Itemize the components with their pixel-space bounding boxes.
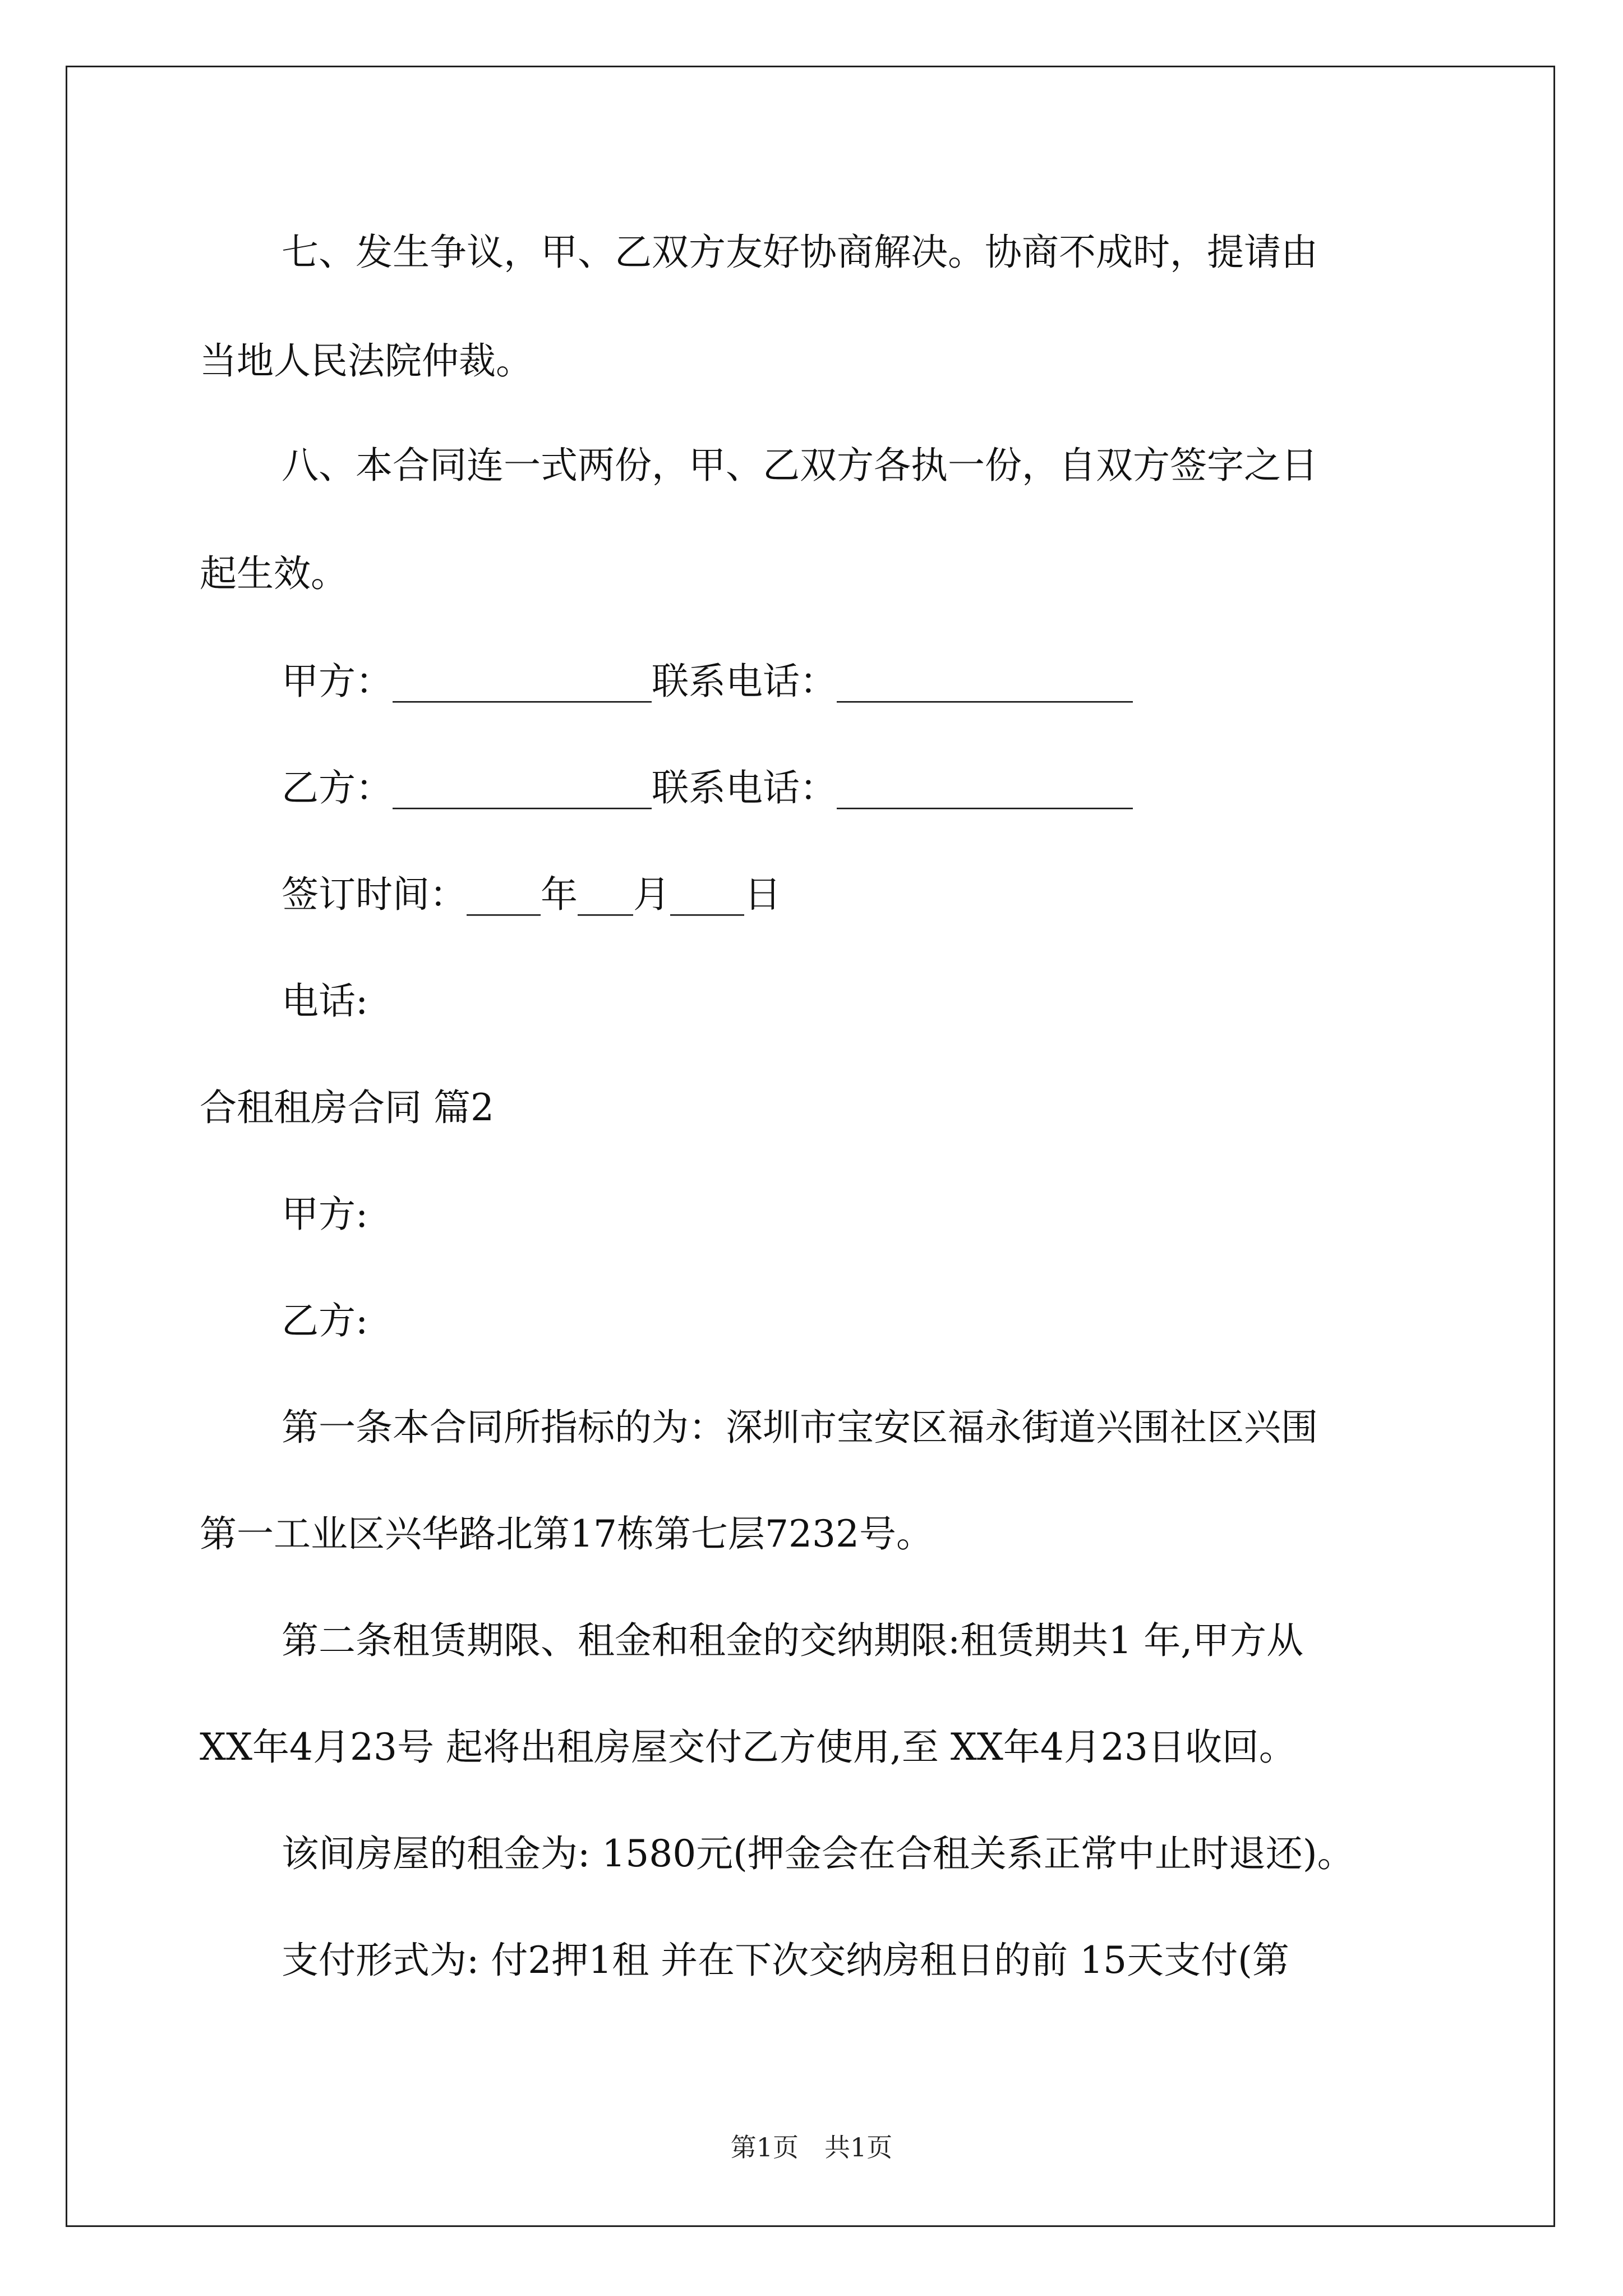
party-a-signature-line: 甲方：______________联系电话：________________ (282, 660, 1133, 703)
page-number-footer: 第1页 共1页 (730, 2132, 893, 2162)
party-b-signature-line: 乙方：______________联系电话：________________ (282, 766, 1133, 809)
party-a-line: 甲方: (282, 1193, 368, 1236)
payment-method-line: 支付形式为: 付2押1租 并在下次交纳房租日的前 15天支付(第 (282, 1939, 1289, 1982)
article-2-line-2: XX年4月23号 起将出租房屋交付乙方使用,至 XX年4月23日收回。 (200, 1726, 1296, 1769)
signing-date-line: 签订时间：____年___月____日 (282, 873, 781, 916)
rent-amount-line: 该间房屋的租金为: 1580元(押金会在合租关系正常中止时退还)。 (282, 1832, 1354, 1875)
clause-7-line-1: 七、发生争议，甲、乙双方友好协商解决。协商不成时，提请由 (282, 231, 1318, 274)
clause-8-line-1: 八、本合同连一式两份，甲、乙双方各执一份，自双方签字之日 (282, 444, 1318, 487)
section-heading: 合租租房合同 篇2 (200, 1086, 494, 1129)
party-b-line: 乙方: (282, 1299, 368, 1342)
article-2-line-1: 第二条租赁期限、租金和租金的交纳期限:租赁期共1 年,甲方从 (282, 1619, 1304, 1662)
article-1-line-1: 第一条本合同所指标的为：深圳市宝安区福永街道兴围社区兴围 (282, 1406, 1318, 1449)
phone-line: 电话: (282, 979, 368, 1023)
page-border (66, 66, 1555, 2227)
clause-8-line-2: 起生效。 (200, 552, 348, 595)
clause-7-line-2: 当地人民法院仲裁。 (200, 339, 533, 383)
article-1-line-2: 第一工业区兴华路北第17栋第七层7232号。 (200, 1512, 933, 1556)
